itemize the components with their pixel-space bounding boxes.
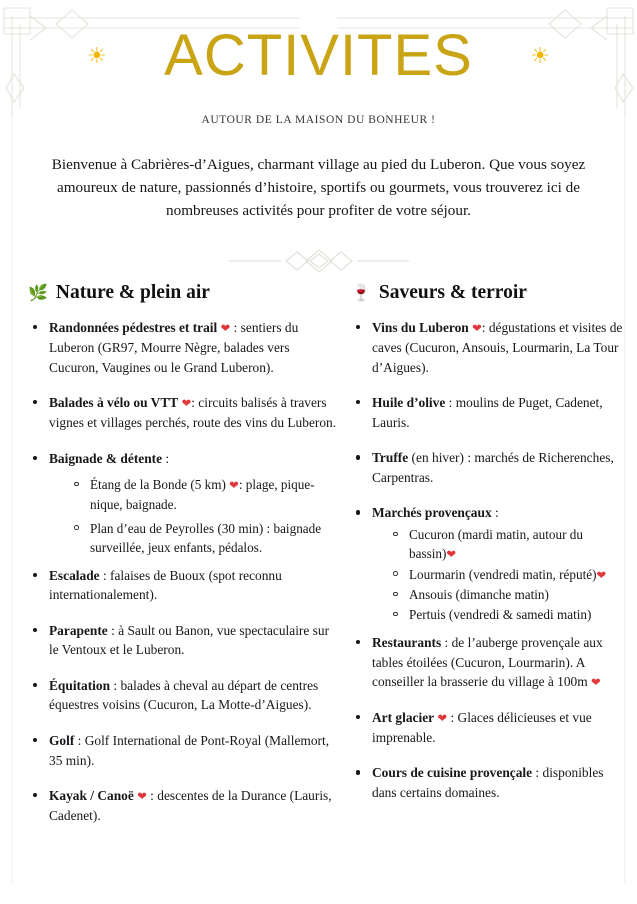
sub-list-item: Plan d’eau de Peyrolles (30 min) : baignade surveillée, jeux enfants, pédalos. [71, 519, 341, 557]
item-label: Escalade [49, 567, 100, 583]
item-label: Huile d’olive [372, 395, 446, 411]
item-text: disponibles dans certains domaines. [372, 765, 604, 800]
item-label: Balades à vélo ou VTT [49, 395, 179, 411]
list-item: Kayak / Canoë ❤ : descentes de la Durance (Lauris, Cadenet). [28, 786, 341, 825]
item-label: Parapente [49, 622, 108, 638]
heart-icon: ❤ [220, 323, 231, 336]
heart-icon: ❤ [229, 480, 239, 493]
saveurs-list [351, 318, 623, 802]
item-label: Marchés provençaux [372, 505, 492, 521]
item-text: descentes de la Durance (Lauris, Cadenet). [49, 788, 332, 823]
item-label: Baignade & détente [49, 450, 163, 466]
item-text: Golf International de Pont-Royal (Mallemort, 35 min). [49, 733, 330, 768]
item-text: dégustations et visites de caves (Cucuron, Ansouis, Lourmarin, La Tour d’Aigues). [372, 320, 623, 375]
item-text: moulins de Puget, Cadenet, Lauris. [372, 395, 603, 430]
list-item: Art glacier ❤ : Glaces délicieuses et vue imprenable. [351, 708, 623, 747]
item-text: Glaces délicieuses et vue imprenable. [372, 710, 592, 745]
heart-icon: ❤ [596, 569, 607, 582]
list-item: Golf : Golf International de Pont-Royal (Mallemort, 35 min). [28, 731, 341, 770]
item-text: marchés de Richerenches, Carpentras. [372, 450, 614, 485]
intro-paragraph: Bienvenue à Cabrières-d’Aigues, charmant village au pied du Luberon. Que vous soyez amoureux de nature, passionnés d’histoire, sportifs ou gourmets, vous trouverez ici de nombreuses activités pour profiter de votre séjour. [51, 156, 586, 220]
item-text: falaises de Buoux (spot reconnu internationalement). [49, 567, 282, 603]
item-label: Cours de cuisine provençale [372, 765, 533, 781]
item-label: Golf [49, 733, 75, 749]
item-label: Restaurants [372, 635, 442, 651]
nature-list [28, 318, 341, 825]
column-saveurs [349, 282, 623, 818]
item-text: balades à cheval au départ de centres équestres voisins (Cucuron, La Motte-d’Aigues). [49, 677, 319, 713]
heart-icon: ❤ [181, 398, 192, 411]
list-item: Baignade & détente : Étang de la Bonde (5 km) ❤: plage, pique-nique, baignade. Plan d’eau de Peyrolles (30 min) : baignade surveillée, jeux enfants, pédalos. [28, 449, 341, 557]
list-item: Randonnées pédestres et trail ❤ : sentiers du Luberon (GR97, Mourre Nègre, balades vers Cucuron, Vaugines ou le Grand Luberon). [28, 318, 341, 377]
list-item: Équitation : balades à cheval au départ de centres équestres voisins (Cucuron, La Motte-d’Aigues). [28, 676, 341, 715]
content-columns [14, 282, 623, 841]
section-divider-ornament [14, 244, 623, 278]
item-text: sentiers du Luberon (GR97, Mourre Nègre, balades vers Cucuron, Vaugines ou le Grand Luberon). [49, 320, 299, 375]
document-header [14, 4, 623, 108]
list-item: Parapente : à Sault ou Banon, vue spectaculaire sur le Ventoux et le Luberon. [28, 621, 341, 660]
heart-icon: ❤ [437, 713, 448, 725]
item-label: Art glacier [372, 710, 435, 725]
sub-list-item: Étang de la Bonde (5 km) ❤: plage, pique-nique, baignade. [71, 475, 341, 514]
heart-icon: ❤ [472, 323, 482, 336]
wine-glass-icon: 🍷 [351, 285, 371, 303]
section-heading-saveurs-label: Saveurs & terroir [378, 282, 527, 304]
sun-icon-left: ☀ [87, 43, 107, 68]
list-item: Truffe (en hiver) : marchés de Richerenches, Carpentras. [351, 448, 623, 487]
heart-icon: ❤ [591, 677, 601, 690]
item-text: de l’auberge provençale aux tables étoilées (Cucuron, Lourmarin). A conseiller la brasserie du village à 100m ❤ [372, 635, 603, 690]
page-subtitle: AUTOUR DE LA MAISON DU BONHEUR ! [201, 114, 436, 126]
document-page [0, 4, 637, 904]
heart-icon: ❤ [137, 791, 147, 804]
list-item: Balades à vélo ou VTT ❤: circuits balisés à travers vignes et villages perchés, route des vins du Luberon. [28, 393, 341, 432]
item-label: Équitation [49, 677, 111, 693]
section-heading-saveurs [351, 282, 623, 304]
herb-icon: 🌿 [28, 285, 48, 303]
page-title: ACTIVITES [164, 23, 473, 88]
item-label: Truffe [372, 450, 409, 466]
item-label: Randonnées pédestres et trail [49, 320, 218, 336]
list-item: Cours de cuisine provençale : disponibles dans certains domaines. [351, 763, 623, 802]
item-text: à Sault ou Banon, vue spectaculaire sur le Ventoux et le Luberon. [49, 622, 330, 658]
item-label: Kayak / Canoë [49, 788, 134, 804]
sub-list-item: Pertuis (vendredi & samedi matin) [390, 605, 623, 624]
item-text: circuits balisés à travers vignes et villages perchés, route des vins du Luberon. [49, 395, 337, 430]
list-item: Huile d’olive : moulins de Puget, Cadenet, Lauris. [351, 393, 623, 432]
item-label: Vins du Luberon [372, 320, 469, 336]
heart-icon: ❤ [446, 549, 457, 561]
sub-list [49, 475, 341, 557]
section-heading-nature-label: Nature & plein air [55, 282, 210, 304]
column-nature [14, 282, 349, 841]
sub-list-item: Lourmarin (vendredi matin, réputé)❤ [390, 565, 623, 585]
sun-icon-right: ☀ [530, 43, 550, 68]
sub-list [372, 525, 623, 624]
list-item: Marchés provençaux : Cucuron (mardi matin, autour du bassin)❤ Lourmarin (vendredi matin, réputé)❤ Ansouis (dimanche matin) Pertuis (vendredi & samedi matin) [351, 503, 623, 624]
sub-list-item: Cucuron (mardi matin, autour du bassin)❤ [390, 525, 623, 564]
sub-list-item: Ansouis (dimanche matin) [390, 585, 623, 604]
list-item: Escalade : falaises de Buoux (spot reconnu internationalement). [28, 566, 341, 605]
list-item: Restaurants : de l’auberge provençale aux tables étoilées (Cucuron, Lourmarin). A conseiller la brasserie du village à 100m ❤ [351, 633, 623, 692]
item-note: (en hiver) [408, 450, 464, 466]
section-heading-nature [28, 282, 341, 304]
list-item: Vins du Luberon ❤: dégustations et visites de caves (Cucuron, Ansouis, Lourmarin, La Tour d’Aigues). [351, 318, 623, 377]
